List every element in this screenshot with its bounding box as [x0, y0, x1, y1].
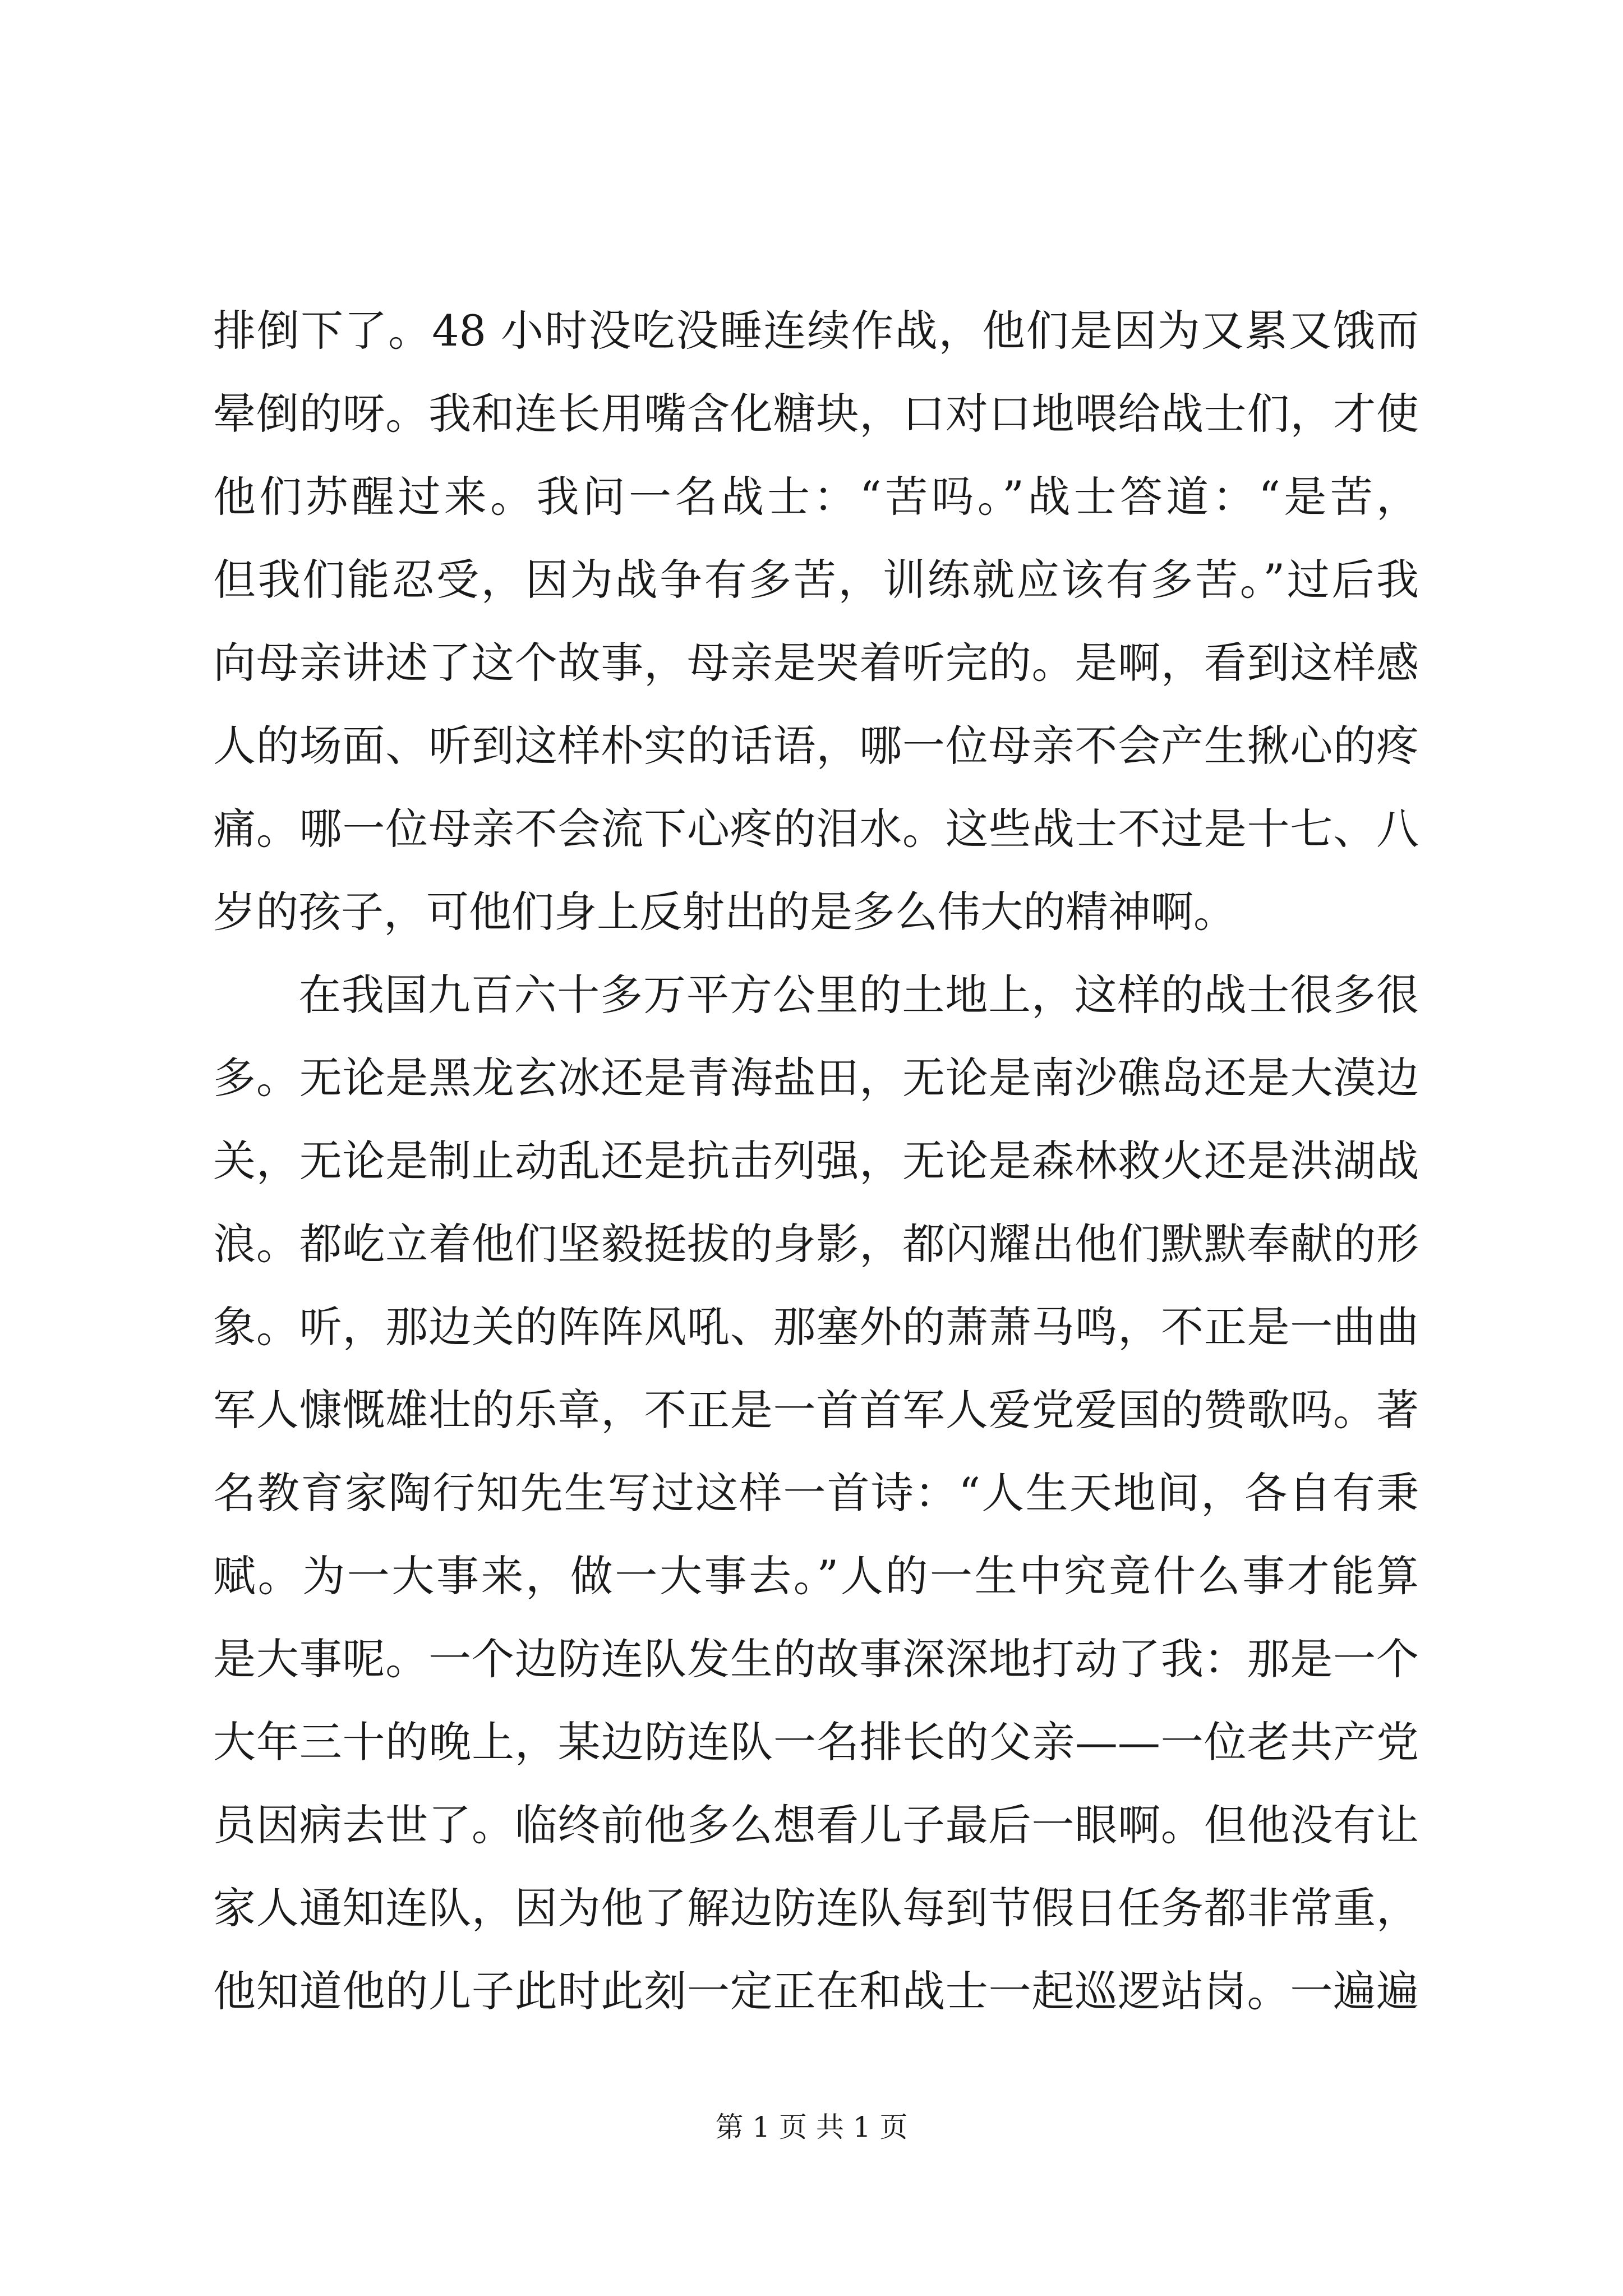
- page-footer: 第 1 页 共 1 页: [715, 2111, 908, 2143]
- text-line: 大年三十的晚上，某边防连队一名排长的父亲——一位老共产党: [213, 1717, 1419, 1767]
- text-line: 多。无论是黑龙玄冰还是青海盐田，无论是南沙礁岛还是大漠边: [213, 1053, 1419, 1103]
- text-line: 家人通知连队，因为他了解边防连队每到节假日任务都非常重，: [213, 1883, 1419, 1933]
- text-line: 他知道他的儿子此时此刻一定正在和战士一起巡逻站岗。一遍遍: [213, 1966, 1419, 2016]
- text-line: 浪。都屹立着他们坚毅挺拔的身影，都闪耀出他们默默奉献的形: [213, 1219, 1419, 1269]
- text-line: 排倒下了。48 小时没吃没睡连续作战，他们是因为又累又饿而: [213, 306, 1419, 356]
- text-line: 岁的孩子，可他们身上反射出的是多么伟大的精神啊。: [213, 887, 1236, 937]
- text-line: 员因病去世了。临终前他多么想看儿子最后一眼啊。但他没有让: [213, 1800, 1419, 1850]
- text-line: 但我们能忍受，因为战争有多苦，训练就应该有多苦。”过后我: [213, 555, 1419, 605]
- text-line: 名教育家陶行知先生写过这样一首诗：“人生天地间，各自有秉: [213, 1468, 1419, 1518]
- text-line: 晕倒的呀。我和连长用嘴含化糖块，口对口地喂给战士们，才使: [213, 389, 1419, 439]
- text-line: 象。听，那边关的阵阵风吼、那塞外的萧萧马鸣，不正是一曲曲: [213, 1302, 1419, 1352]
- text-line: 军人慷慨雄壮的乐章，不正是一首首军人爱党爱国的赞歌吗。著: [213, 1385, 1419, 1435]
- text-line: 关，无论是制止动乱还是抗击列强，无论是森林救火还是洪湖战: [213, 1136, 1419, 1186]
- text-line: 是大事呢。一个边防连队发生的故事深深地打动了我：那是一个: [213, 1634, 1419, 1684]
- text-line: 向母亲讲述了这个故事，母亲是哭着听完的。是啊，看到这样感: [213, 638, 1419, 688]
- text-line: 赋。为一大事来，做一大事去。”人的一生中究竟什么事才能算: [213, 1551, 1419, 1601]
- text-line: 他们苏醒过来。我问一名战士：“苦吗。”战士答道：“是苦，: [213, 472, 1419, 522]
- paragraph-first-line: 在我国九百六十多万平方公里的土地上，这样的战士很多很: [298, 970, 1419, 1020]
- document-body: [213, 289, 1419, 2033]
- text-line: 人的场面、听到这样朴实的话语，哪一位母亲不会产生揪心的疼: [213, 721, 1419, 771]
- text-line: 痛。哪一位母亲不会流下心疼的泪水。这些战士不过是十七、八: [213, 804, 1419, 854]
